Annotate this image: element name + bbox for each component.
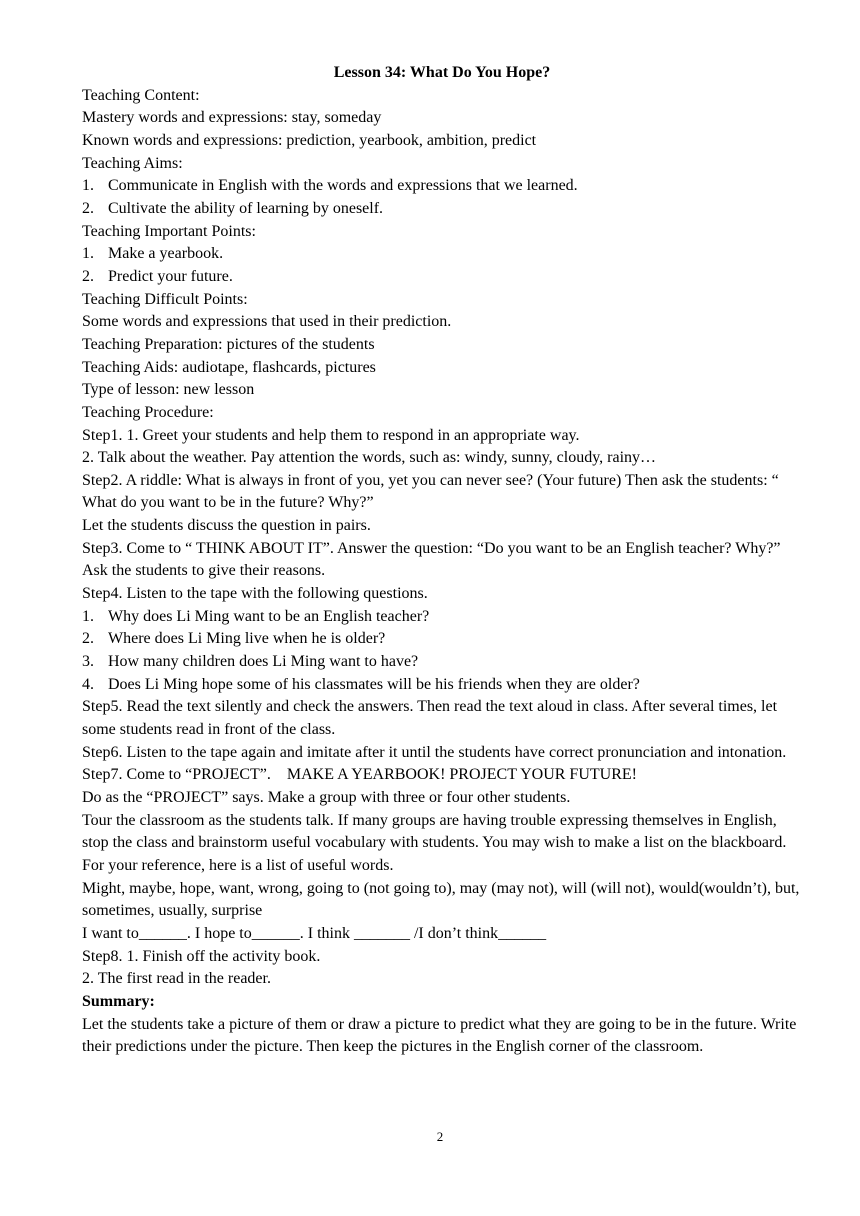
question-number: 1. bbox=[82, 607, 94, 625]
known-words: Known words and expressions: prediction, yearbook, ambition, predict bbox=[82, 131, 537, 149]
mastery-words: Mastery words and expressions: stay, someday bbox=[82, 109, 382, 127]
aim-text: Cultivate the ability of learning by oneself. bbox=[108, 199, 384, 217]
question-item bbox=[82, 674, 802, 697]
question-number: 4. bbox=[82, 675, 94, 693]
step8-activity-book: Step8. 1. Finish off the activity book. bbox=[82, 947, 321, 965]
important-item bbox=[82, 266, 802, 289]
question-number: 2. bbox=[82, 630, 94, 648]
question-number: 3. bbox=[82, 653, 94, 671]
important-number: 1. bbox=[82, 245, 94, 263]
important-points-label: Teaching Important Points: bbox=[82, 222, 256, 240]
question-text: How many children does Li Ming want to have? bbox=[108, 653, 419, 671]
question-item bbox=[82, 651, 802, 674]
important-number: 2. bbox=[82, 267, 94, 285]
aim-item bbox=[82, 198, 802, 221]
important-text: Make a yearbook. bbox=[108, 245, 224, 263]
step1-greet: Step1. 1. Greet your students and help them to respond in an appropriate way. bbox=[82, 426, 580, 444]
difficult-points: Some words and expressions that used in their prediction. bbox=[82, 313, 452, 331]
step3-reasons: Ask the students to give their reasons. bbox=[82, 562, 326, 580]
summary-label: Summary: bbox=[82, 992, 155, 1010]
step3-think: Step3. Come to “ THINK ABOUT IT”. Answer the question: “Do you want to be an English teacher? Why?” bbox=[82, 539, 781, 557]
step4-listen: Step4. Listen to the tape with the following questions. bbox=[82, 585, 428, 603]
teaching-content-label: Teaching Content: bbox=[82, 86, 200, 104]
step1-weather: 2. Talk about the weather. Pay attention the words, such as: windy, sunny, cloudy, rainy… bbox=[82, 449, 657, 467]
aim-number: 2. bbox=[82, 199, 94, 217]
lesson-type: Type of lesson: new lesson bbox=[82, 381, 255, 399]
useful-words: Might, maybe, hope, want, wrong, going to (not going to), may (may not), will (will not), would(wouldn’t), but, sometimes, usually, surprise bbox=[82, 879, 800, 920]
step7-tour: Tour the classroom as the students talk. If many groups are having trouble expressing themselves in English, stop the class and brainstorm useful vocabulary with students. You may wish to make a list on the blackboard. For your reference, here is a list of useful words. bbox=[82, 811, 787, 874]
teaching-aims-label: Teaching Aims: bbox=[82, 154, 183, 172]
page-number: 2 bbox=[436, 1129, 444, 1144]
question-text: Where does Li Ming live when he is older? bbox=[108, 630, 386, 648]
summary-text: Let the students take a picture of them or draw a picture to predict what they are going to be in the future. Write their predictions under the picture. Then keep the pictures in the English corner of the classroom. bbox=[82, 1015, 797, 1056]
important-text: Predict your future. bbox=[108, 267, 233, 285]
lesson-title: Lesson 34: What Do You Hope? bbox=[333, 64, 551, 81]
step7-group: Do as the “PROJECT” says. Make a group with three or four other students. bbox=[82, 789, 571, 806]
difficult-points-label: Teaching Difficult Points: bbox=[82, 290, 248, 308]
important-item bbox=[82, 243, 802, 266]
question-item bbox=[82, 606, 802, 629]
teaching-procedure-label: Teaching Procedure: bbox=[82, 403, 214, 421]
step2-riddle: Step2. A riddle: What is always in front of you, yet you can never see? (Your future) Then ask the students: “ What do you want to be in the future? Why?” bbox=[82, 471, 779, 512]
step5-read: Step5. Read the text silently and check the answers. Then read the text aloud in class. After several times, let some students read in front of the class. bbox=[82, 698, 778, 739]
step7-project: Step7. Come to “PROJECT”. MAKE A YEARBOOK! PROJECT YOUR FUTURE! bbox=[82, 766, 637, 784]
document-page bbox=[82, 62, 802, 1059]
sentence-frames: I want to______. I hope to______. I think _______ /I don’t think______ bbox=[82, 924, 547, 942]
teaching-aids: Teaching Aids: audiotape, flashcards, pictures bbox=[82, 358, 376, 376]
step8-reader: 2. The first read in the reader. bbox=[82, 970, 271, 988]
question-item bbox=[82, 628, 802, 651]
teaching-preparation: Teaching Preparation: pictures of the students bbox=[82, 335, 375, 353]
aim-number: 1. bbox=[82, 177, 94, 195]
question-text: Why does Li Ming want to be an English teacher? bbox=[108, 607, 430, 625]
question-text: Does Li Ming hope some of his classmates will be his friends when they are older? bbox=[108, 675, 640, 693]
step6-imitate: Step6. Listen to the tape again and imitate after it until the students have correct pronunciation and intonation. bbox=[82, 743, 787, 761]
aim-item bbox=[82, 175, 802, 198]
step2-discuss: Let the students discuss the question in pairs. bbox=[82, 517, 371, 535]
aim-text: Communicate in English with the words and expressions that we learned. bbox=[108, 177, 578, 195]
